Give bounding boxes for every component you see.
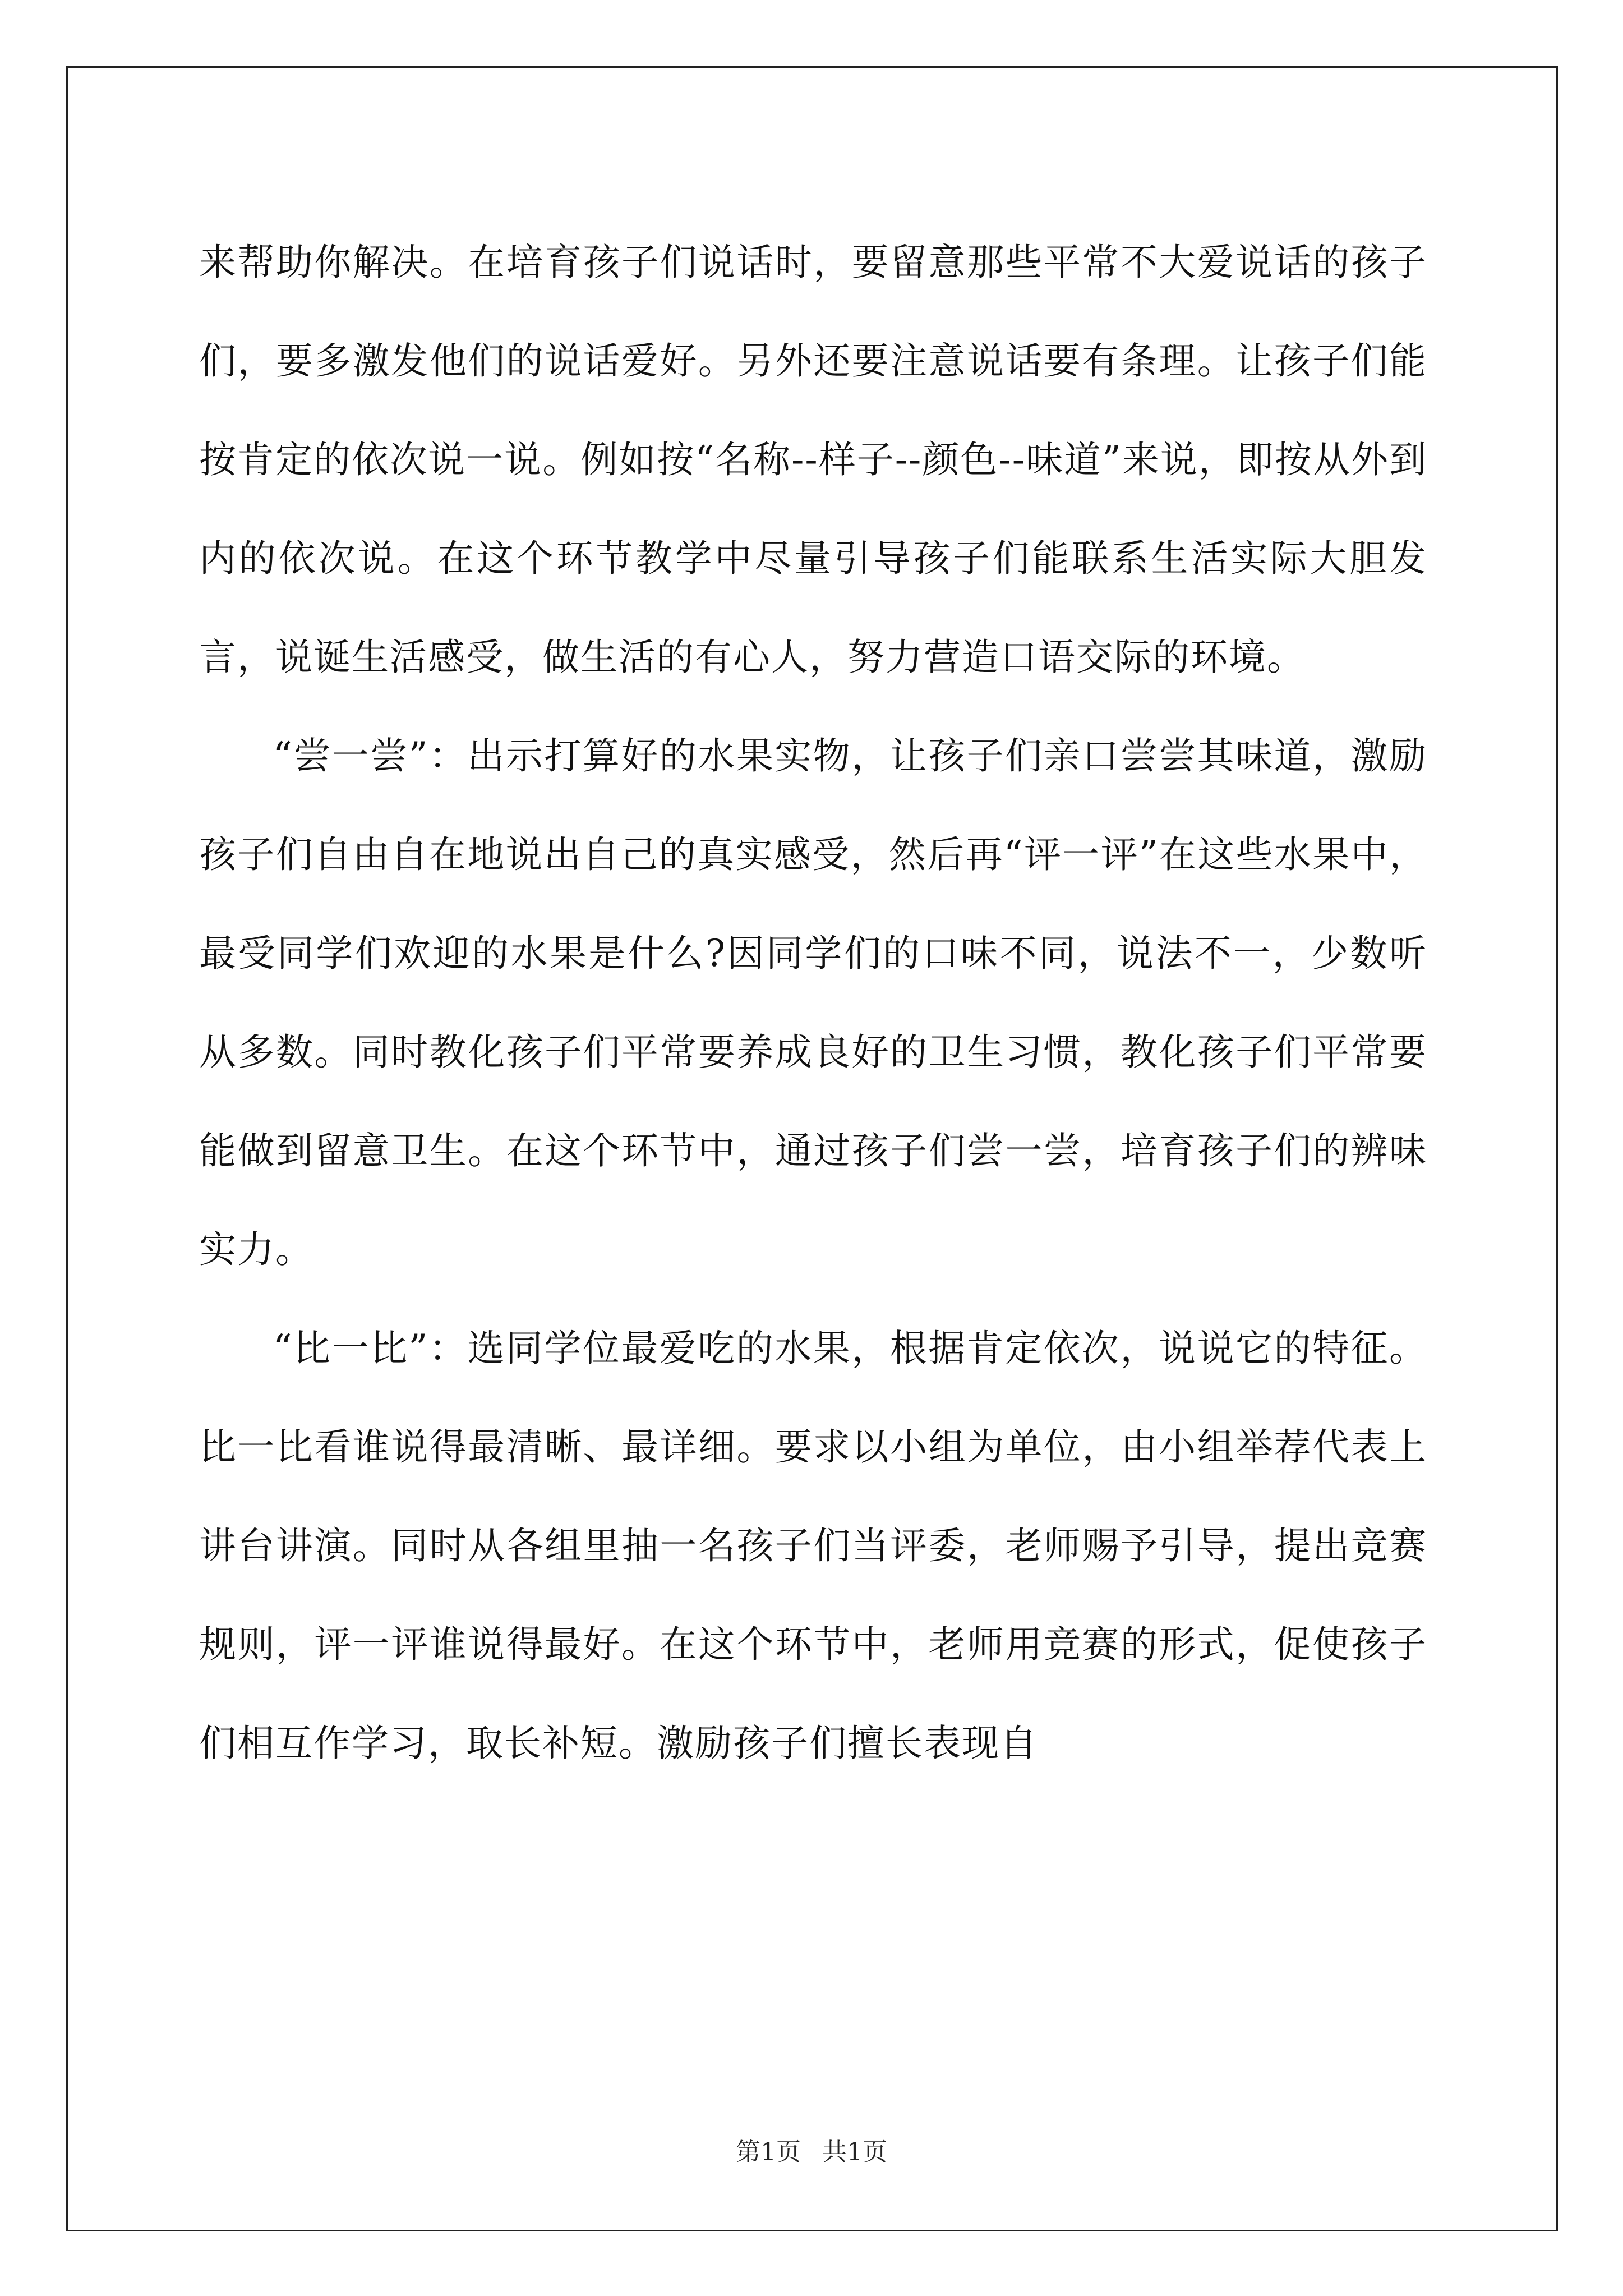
page-number-current: 第1页 — [736, 2138, 801, 2166]
page-number-total: 共1页 — [822, 2138, 887, 2166]
paragraph-2: “尝一尝”：出示打算好的水果实物，让孩子们亲口尝尝其味道，激励孩子们自由自在地说出自己的真实感受，然后再“评一评”在这些水果中，最受同学们欢迎的水果是什么?因同学们的口味不同，说法不一，少数听从多数。同时教化孩子们平常要养成良好的卫生习惯，教化孩子们平常要能做到留意卫生。在这个环节中，通过孩子们尝一尝，培育孩子们的辨味实力。 — [199, 734, 1427, 1271]
document-body — [199, 213, 1427, 1793]
paragraph-3: “比一比”：选同学位最爱吃的水果，根据肯定依次，说说它的特征。比一比看谁说得最清晰、最详细。要求以小组为单位，由小组举荐代表上讲台讲演。同时从各组里抽一名孩子们当评委，老师赐予引导，提出竞赛规则，评一评谁说得最好。在这个环节中，老师用竞赛的形式，促使孩子们相互作学习，取长补短。激励孩子们擅长表现自 — [199, 1327, 1427, 1765]
page-footer — [0, 2132, 1623, 2168]
paragraph-1: 来帮助你解决。在培育孩子们说话时，要留意那些平常不大爱说话的孩子们，要多激发他们的说话爱好。另外还要注意说话要有条理。让孩子们能按肯定的依次说一说。例如按“名称--样子--颜色--味道”来说，即按从外到内的依次说。在这个环节教学中尽量引导孩子们能联系生活实际大胆发言，说诞生活感受，做生活的有心人，努力营造口语交际的环境。 — [199, 241, 1427, 679]
